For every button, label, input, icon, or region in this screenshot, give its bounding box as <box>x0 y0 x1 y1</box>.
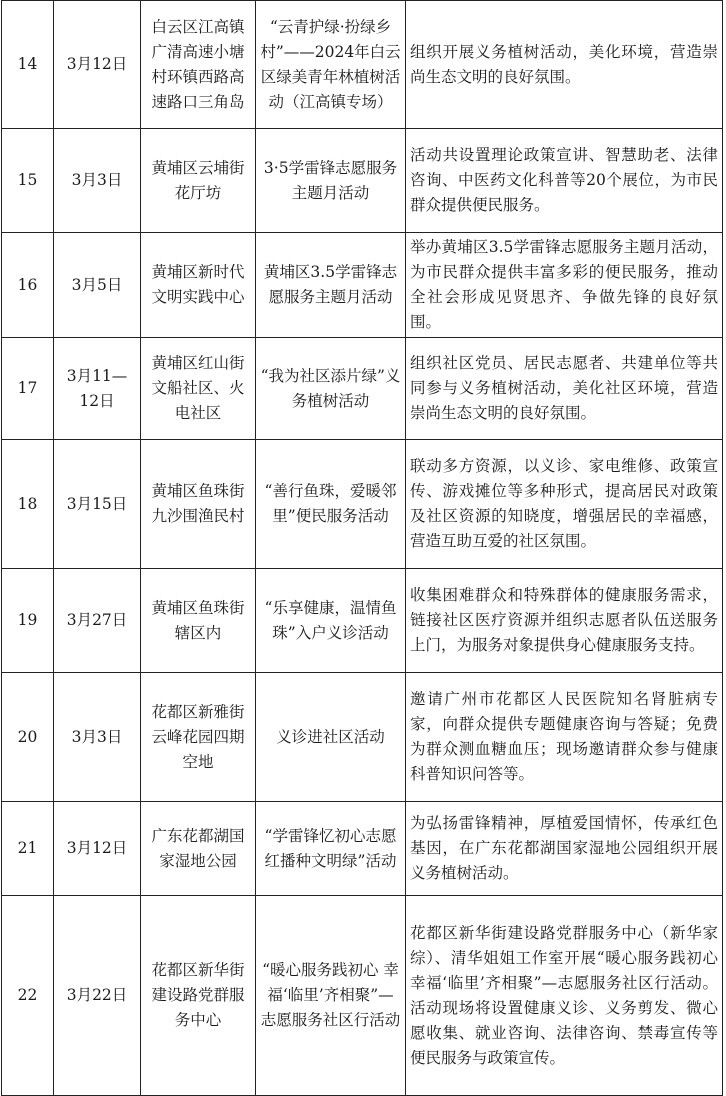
table-row <box>2 569 723 673</box>
activity-description: 组织开展义务植树活动，美化环境，营造崇尚生态文明的良好氛围。 <box>406 1 723 129</box>
activity-date: 3月5日 <box>54 233 141 338</box>
row-number: 19 <box>2 569 54 673</box>
activity-description: 花都区新华街建设路党群服务中心（新华家综）、清华姐姐工作室开展“暖心服务践初心 幸福‘临里’齐相聚”—志愿服务社区行活动。活动现场将设置健康义诊、义务剪发、微心愿收集、就业咨询、法律咨询、禁毒宣传等便民服务与政策宣传。 <box>406 896 723 1096</box>
activity-description: 收集困难群众和特殊群体的健康服务需求，链接社区医疗资源并组织志愿者队伍送服务上门，为服务对象提供身心健康服务支持。 <box>406 569 723 673</box>
table-row <box>2 802 723 896</box>
row-number: 17 <box>2 338 54 440</box>
row-number: 15 <box>2 129 54 233</box>
activity-name: “云青护绿·扮绿乡村”——2024年白云区绿美青年林植树活动（江高镇专场） <box>256 1 406 129</box>
activity-location: 白云区江高镇广清高速小塘村环镇西路高速路口三角岛 <box>141 1 256 129</box>
activity-location: 黄埔区鱼珠街辖区内 <box>141 569 256 673</box>
row-number: 21 <box>2 802 54 896</box>
activity-name: “学雷锋忆初心志愿红播种文明绿”活动 <box>256 802 406 896</box>
activity-description: 组织社区党员、居民志愿者、共建单位等共同参与义务植树活动，美化社区环境，营造崇尚生态文明的良好氛围。 <box>406 338 723 440</box>
activity-name: “暖心服务践初心 幸福‘临里’齐相聚”—志愿服务社区行活动 <box>256 896 406 1096</box>
activity-table <box>1 0 723 1096</box>
activity-name: 3·5学雷锋志愿服务主题月活动 <box>256 129 406 233</box>
activity-description: 举办黄埔区3.5学雷锋志愿服务主题月活动，为市民群众提供丰富多彩的便民服务，推动全社会形成见贤思齐、争做先锋的良好氛围。 <box>406 233 723 338</box>
activity-name: “乐享健康，温情鱼珠”入户义诊活动 <box>256 569 406 673</box>
row-number: 20 <box>2 673 54 802</box>
activity-date: 3月11—12日 <box>54 338 141 440</box>
activity-description: 邀请广州市花都区人民医院知名肾脏病专家，向群众提供专题健康咨询与答疑；免费为群众测血糖血压；现场邀请群众参与健康科普知识问答等。 <box>406 673 723 802</box>
activity-description: 为弘扬雷锋精神，厚植爱国情怀，传承红色基因，在广东花都湖国家湿地公园组织开展义务植树活动。 <box>406 802 723 896</box>
table-row <box>2 1 723 129</box>
activity-location: 黄埔区新时代文明实践中心 <box>141 233 256 338</box>
activity-name: “我为社区添片绿”义务植树活动 <box>256 338 406 440</box>
row-number: 22 <box>2 896 54 1096</box>
activity-location: 花都区新雅街云峰花园四期空地 <box>141 673 256 802</box>
table-row <box>2 129 723 233</box>
activity-date: 3月22日 <box>54 896 141 1096</box>
activity-location: 花都区新华街建设路党群服务中心 <box>141 896 256 1096</box>
activity-date: 3月12日 <box>54 1 141 129</box>
activity-description: 联动多方资源，以义诊、家电维修、政策宣传、游戏摊位等多种形式，提高居民对政策及社区资源的知晓度，增强居民的幸福感，营造互助互爱的社区氛围。 <box>406 440 723 569</box>
table-row <box>2 440 723 569</box>
activity-date: 3月12日 <box>54 802 141 896</box>
activity-name: 黄埔区3.5学雷锋志愿服务主题月活动 <box>256 233 406 338</box>
activity-date: 3月3日 <box>54 129 141 233</box>
table-row <box>2 338 723 440</box>
activity-date: 3月3日 <box>54 673 141 802</box>
table-row <box>2 896 723 1096</box>
row-number: 16 <box>2 233 54 338</box>
activity-name: 义诊进社区活动 <box>256 673 406 802</box>
activity-name: “善行鱼珠，爱暖邻里”便民服务活动 <box>256 440 406 569</box>
activity-description: 活动共设置理论政策宣讲、智慧助老、法律咨询、中医药文化科普等20个展位，为市民群众提供便民服务。 <box>406 129 723 233</box>
activity-date: 3月27日 <box>54 569 141 673</box>
activity-location: 黄埔区红山街文船社区、火电社区 <box>141 338 256 440</box>
row-number: 18 <box>2 440 54 569</box>
table-row <box>2 233 723 338</box>
activity-location: 黄埔区鱼珠街九沙围渔民村 <box>141 440 256 569</box>
table-row <box>2 673 723 802</box>
row-number: 14 <box>2 1 54 129</box>
activity-location: 黄埔区云埔街花厅坊 <box>141 129 256 233</box>
activity-location: 广东花都湖国家湿地公园 <box>141 802 256 896</box>
activity-date: 3月15日 <box>54 440 141 569</box>
